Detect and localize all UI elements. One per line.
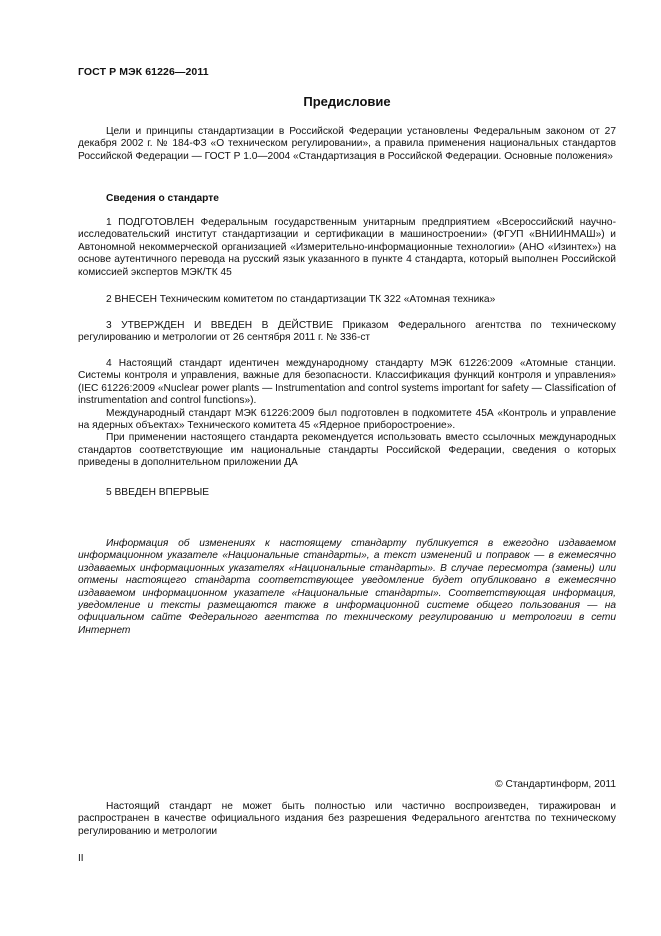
item-4-usage-paragraph: При применении настоящего стандарта рекомендуется использовать вместо ссылочных международных стандартов соответствующие им национальные стандарты Российской Федерации, сведения о которых приведены в дополнительном приложении ДА <box>78 432 616 469</box>
notice-block <box>78 538 616 637</box>
item-4-origin-paragraph: Международный стандарт МЭК 61226:2009 был подготовлен в подкомитете 45А «Контроль и управление на ядерных объектах» Технического комитета 45 «Ядерное приборостроение». <box>78 407 616 432</box>
reproduction-block <box>78 801 616 838</box>
copyright-line: © Стандартинформ, 2011 <box>495 779 616 790</box>
standard-header: ГОСТ Р МЭК 61226—2011 <box>78 66 209 78</box>
page-number: II <box>78 853 84 864</box>
item5-block <box>78 487 616 499</box>
item-1-paragraph: 1 ПОДГОТОВЛЕН Федеральным государственным унитарным предприятием «Всероссийский научно-исследовательский институт стандартизации и сертификации в машиностроении» (ФГУП «ВНИИНМАШ») и Автономной некоммерческой организацией «Измерительно-информационные технологии» (АНО «Изинтех») на основе аутентичного перевода на русский язык указанного в пункте 4 стандарта, который выполнен Российской комиссией экспертов МЭК/ТК 45 <box>78 217 616 278</box>
intro-block <box>78 126 616 163</box>
item4-block <box>78 358 616 470</box>
section-heading: Сведения о стандарте <box>106 193 219 204</box>
intro-paragraph: Цели и принципы стандартизации в Российской Федерации установлены Федеральным законом от 27 декабря 2002 г. № 184-ФЗ «О техническом регулировании», а правила применения национальных стандартов Российской Федерации — ГОСТ Р 1.0—2004 «Стандартизация в Российской Федерации. Основные положения» <box>78 126 616 162</box>
item-4-paragraph: 4 Настоящий стандарт идентичен международному стандарту МЭК 61226:2009 «Атомные станции. Системы контроля и управления, важные для безопасности. Классификация функций контроля и управления» (IEC 61226:2009 «Nuclear power plants — Instrumentation and control systems important for safety — Classification of instrumentation and control functions»). <box>78 358 616 407</box>
page-title: Предисловие <box>303 94 391 109</box>
change-notice-paragraph: Информация об изменениях к настоящему стандарту публикуется в ежегодно издаваемом информационном указателе «Национальные стандарты», а текст изменений и поправок — в ежемесячно издаваемых информационных указателях «Национальные стандарты». В случае пересмотра (замены) или отмены настоящего стандарта соответствующее уведомление будет опубликовано в ежемесячно издаваемом информационном указателе «Национальные стандарты». Соответствующая информация, уведомление и тексты размещаются также в информационной системе общего пользования — на официальном сайте Федерального агентства по техническому регулированию и метрологии в сети Интернет <box>78 538 616 636</box>
item-3-paragraph: 3 УТВЕРЖДЕН И ВВЕДЕН В ДЕЙСТВИЕ Приказом Федерального агентства по техническому регулированию и метрологии от 26 сентября 2011 г. № 336-ст <box>78 320 616 344</box>
item1-block <box>78 217 616 279</box>
reproduction-notice-paragraph: Настоящий стандарт не может быть полностью или частично воспроизведен, тиражирован и распространен в качестве официального издания без разрешения Федерального агентства по техническому регулированию и метрологии <box>78 801 616 837</box>
item3-block <box>78 320 616 345</box>
item-2-paragraph: 2 ВНЕСЕН Техническим комитетом по стандартизации ТК 322 «Атомная техника» <box>106 294 496 305</box>
item-5-paragraph: 5 ВВЕДЕН ВПЕРВЫЕ <box>106 487 210 498</box>
item2-block <box>78 294 616 306</box>
